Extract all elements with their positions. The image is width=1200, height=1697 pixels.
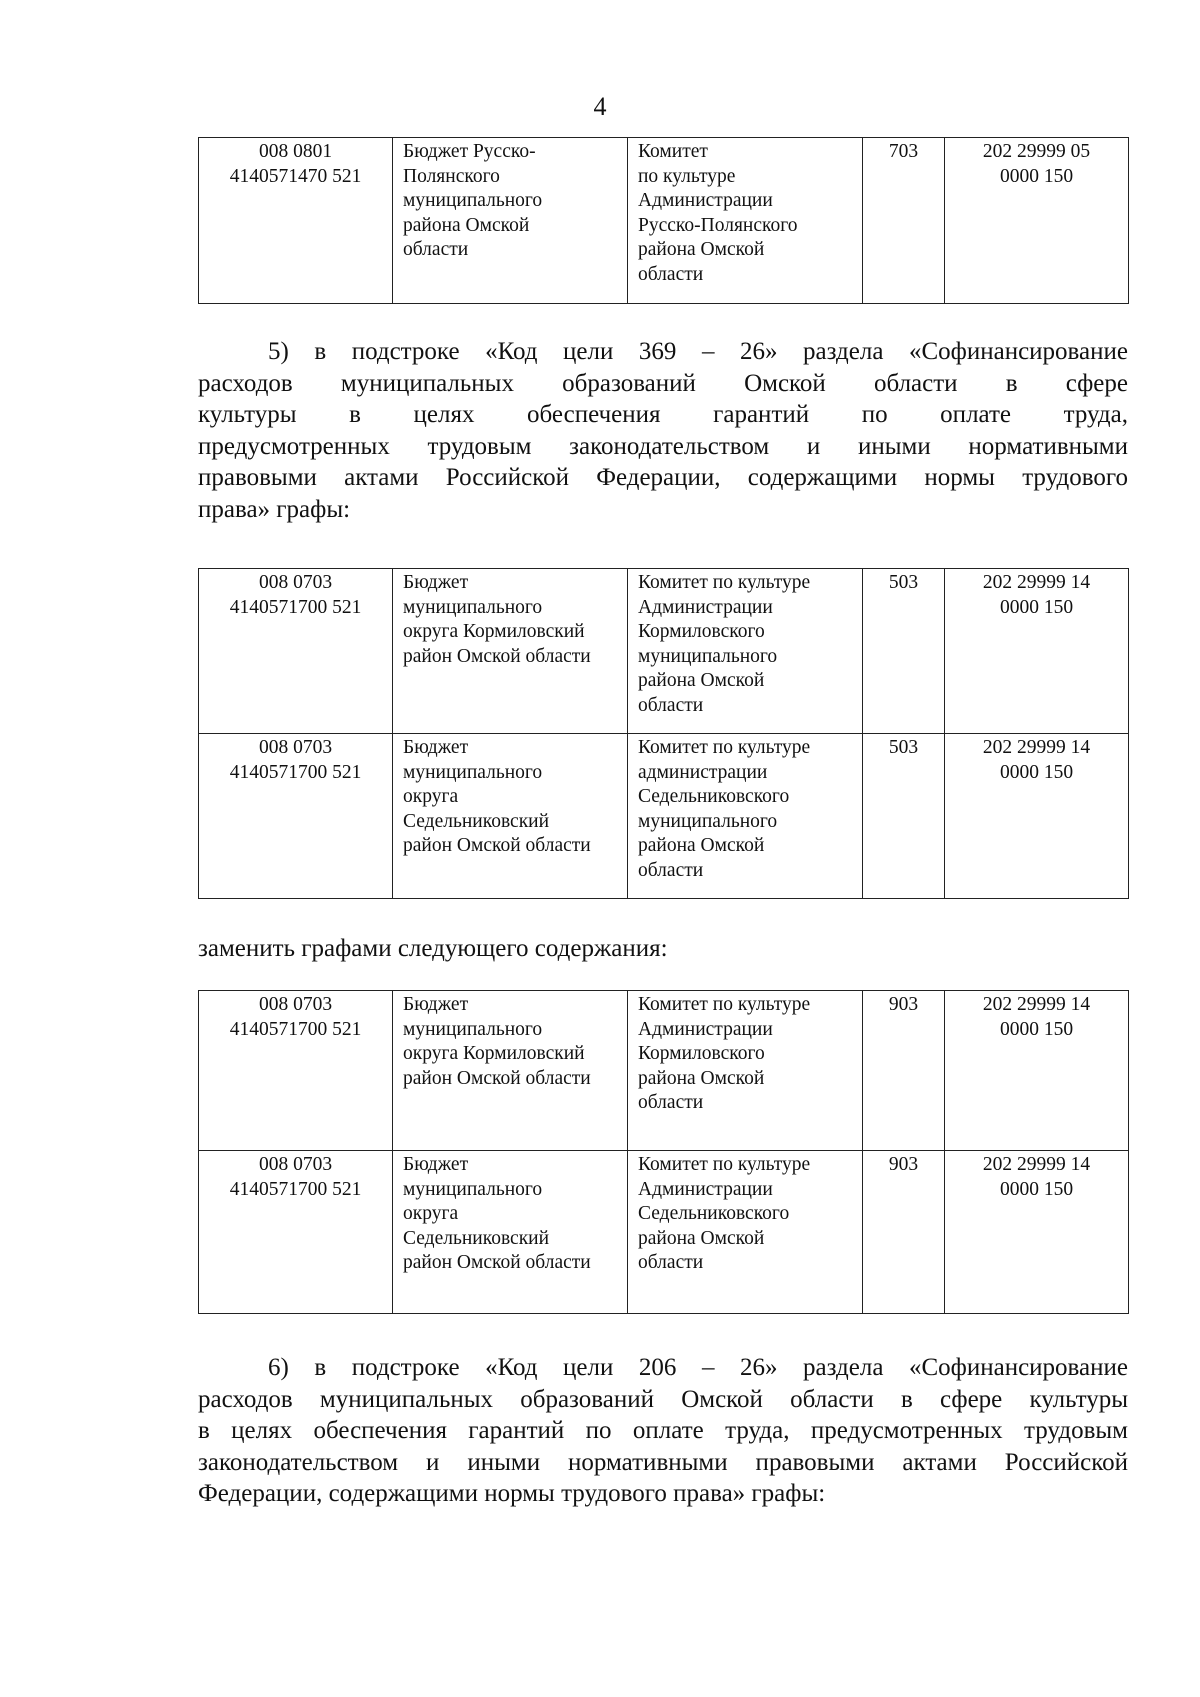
- replace-instruction: заменить графами следующего содержания:: [198, 935, 668, 962]
- cell-num: 903: [863, 1151, 945, 1314]
- cell-code: 008 0801 4140571470 521: [199, 138, 393, 304]
- cell-budget: Бюджет муниципального округа Седельниковский район Омской области: [393, 1151, 628, 1314]
- cell-code: 008 0703 4140571700 521: [199, 991, 393, 1151]
- cell-budget: Бюджет муниципального округа Кормиловский район Омской области: [393, 569, 628, 734]
- cell-admin: Комитет по культуре Администрации Кормиловского района Омской области: [628, 991, 863, 1151]
- paragraph-line: 5) в подстроке «Код цели 369 – 26» раздела «Софинансирование: [268, 338, 1128, 365]
- cell-num: 903: [863, 991, 945, 1151]
- paragraph-line: расходов муниципальных образований Омской области в сфере: [198, 369, 1128, 397]
- cell-code: 008 0703 4140571700 521: [199, 569, 393, 734]
- cell-admin: Комитет по культуре Администрации Седельниковского района Омской области: [628, 1151, 863, 1314]
- paragraph-line: предусмотренных трудовым законодательством и иными нормативными: [198, 432, 1128, 460]
- cell-kbk: 202 29999 14 0000 150: [945, 734, 1129, 899]
- table-2: [198, 568, 1129, 899]
- cell-kbk: 202 29999 05 0000 150: [945, 138, 1129, 304]
- paragraph-line: культуры в целях обеспечения гарантий по оплате труда,: [198, 401, 1128, 428]
- paragraph-5: [198, 336, 1128, 525]
- cell-kbk: 202 29999 14 0000 150: [945, 991, 1129, 1151]
- table-row: [199, 1151, 1129, 1314]
- cell-admin: Комитет по культуре Администрации Кормиловского муниципального района Омской области: [628, 569, 863, 734]
- cell-num: 503: [863, 734, 945, 899]
- table-1: [198, 137, 1129, 304]
- cell-code: 008 0703 4140571700 521: [199, 734, 393, 899]
- table-row: [199, 569, 1129, 734]
- cell-budget: Бюджет муниципального округа Седельниковский район Омской области: [393, 734, 628, 899]
- cell-admin: Комитет по культуре администрации Седельниковского муниципального района Омской области: [628, 734, 863, 899]
- paragraph-line: правовыми актами Российской Федерации, содержащими нормы трудового: [198, 464, 1128, 491]
- paragraph-line: права» графы:: [198, 495, 351, 523]
- cell-kbk: 202 29999 14 0000 150: [945, 1151, 1129, 1314]
- cell-budget: Бюджет Русско- Полянского муниципального района Омской области: [393, 138, 628, 304]
- page-number: 4: [593, 92, 607, 121]
- table-row: [199, 734, 1129, 899]
- paragraph-6: [198, 1352, 1128, 1510]
- paragraph-line: расходов муниципальных образований Омской области в сфере культуры: [198, 1385, 1128, 1413]
- table-3: [198, 990, 1129, 1314]
- cell-num: 703: [863, 138, 945, 304]
- cell-admin: Комитет по культуре Администрации Русско-Полянского района Омской области: [628, 138, 863, 304]
- cell-num: 503: [863, 569, 945, 734]
- table-row: [199, 991, 1129, 1151]
- paragraph-line: законодательством и иными нормативными правовыми актами Российской: [198, 1448, 1128, 1476]
- paragraph-line: 6) в подстроке «Код цели 206 – 26» раздела «Софинансирование: [268, 1354, 1128, 1381]
- cell-budget: Бюджет муниципального округа Кормиловский район Омской области: [393, 991, 628, 1151]
- table-row: [199, 138, 1129, 304]
- paragraph-line: Федерации, содержащими нормы трудового права» графы:: [198, 1480, 826, 1507]
- cell-code: 008 0703 4140571700 521: [199, 1151, 393, 1314]
- paragraph-line: в целях обеспечения гарантий по оплате труда, предусмотренных трудовым: [198, 1417, 1128, 1444]
- cell-kbk: 202 29999 14 0000 150: [945, 569, 1129, 734]
